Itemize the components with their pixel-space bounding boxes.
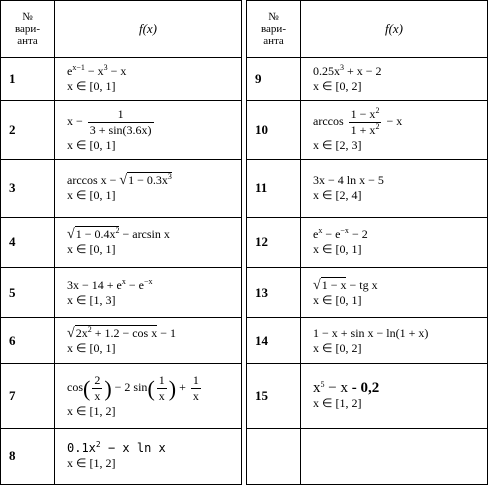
function-cell <box>301 217 488 267</box>
function-expression: $e^x - e^{-x} - 2$ <box>313 226 368 242</box>
table-row <box>247 217 488 267</box>
variant-number: 12 <box>247 217 301 267</box>
variant-number: 14 <box>247 318 301 364</box>
table-row <box>247 101 488 159</box>
function-cell <box>55 364 242 428</box>
function-domain: x ∈ [0, 1] <box>67 242 116 257</box>
variants-table-right <box>246 0 488 485</box>
function-expression: 1 − x + sin x − ln(1 + x) <box>313 325 429 340</box>
function-domain: x ∈ [1, 2] <box>67 456 116 471</box>
function-expression: cos( $\frac{2}{x}$ ) − 2 sin( $\frac{1}{x}$ ) + $\frac{1}{x}$ <box>67 373 199 404</box>
table-row <box>1 364 242 428</box>
function-domain: x ∈ [1, 2] <box>313 396 362 411</box>
function-domain: x ∈ [0, 1] <box>67 138 116 153</box>
table-header-row <box>247 1 488 58</box>
function-domain: x ∈ [0, 1] <box>313 242 362 257</box>
variant-number: 11 <box>247 159 301 217</box>
function-expression: arccos $\frac{1 - x^2}{1 + x^2}$ − x <box>313 106 403 138</box>
empty-cell <box>247 428 301 484</box>
function-cell <box>301 364 488 428</box>
function-header: f(x) <box>301 1 488 58</box>
variant-number: 6 <box>1 318 55 364</box>
table-row <box>1 428 242 484</box>
function-expression: $0.25x^3 + x - 2$ <box>313 63 382 79</box>
function-expression: $0.1x^2 - x$ ln x <box>67 440 166 456</box>
variant-number-header <box>247 1 301 58</box>
function-expression: √1 − x − tg x <box>313 277 378 293</box>
function-domain: x ∈ [0, 2] <box>313 340 362 355</box>
function-cell <box>55 159 242 217</box>
variant-number: 8 <box>1 428 55 484</box>
function-cell <box>301 159 488 217</box>
table-row <box>1 159 242 217</box>
function-cell <box>55 318 242 364</box>
function-cell <box>301 101 488 159</box>
variant-number-header <box>1 1 55 58</box>
function-cell <box>301 58 488 101</box>
function-domain: x ∈ [1, 3] <box>67 292 116 307</box>
function-domain: x ∈ [0, 1] <box>67 340 116 355</box>
table-row <box>247 58 488 101</box>
table-row <box>1 268 242 318</box>
variant-number: 1 <box>1 58 55 101</box>
function-expression: $3x - 14 + e^x - e^{-x}$ <box>67 276 153 292</box>
function-cell <box>301 268 488 318</box>
variant-number: 9 <box>247 58 301 101</box>
header-num-word1: вари- <box>261 23 286 36</box>
table-row <box>247 364 488 428</box>
variant-number: 5 <box>1 268 55 318</box>
header-num-sign: № <box>268 11 279 24</box>
function-domain: x ∈ [0, 2] <box>313 79 362 94</box>
function-expression: $e^{x-1} - x^3 - x$ <box>67 63 127 79</box>
function-cell <box>55 217 242 267</box>
table-row <box>247 268 488 318</box>
function-expression: $x^5 - x - 0,2$ <box>313 380 380 397</box>
function-expression: $√1 - 0.4x^2 - \arcsin x$ <box>67 226 170 243</box>
function-domain: x ∈ [1, 2] <box>67 404 116 419</box>
table-row <box>1 217 242 267</box>
function-cell <box>55 268 242 318</box>
function-expression: 3x − 4 ln x − 5 <box>313 173 384 188</box>
function-domain: x ∈ [2, 3] <box>313 138 362 153</box>
function-domain: x ∈ [2, 4] <box>313 188 362 203</box>
table-row <box>247 159 488 217</box>
empty-cell <box>301 428 488 484</box>
table-header-row <box>1 1 242 58</box>
variant-number: 4 <box>1 217 55 267</box>
function-expression: $√2x^2 + 1.2 - \cos x - 1$ <box>67 324 176 341</box>
table-row <box>1 318 242 364</box>
function-domain: x ∈ [0, 1] <box>67 79 116 94</box>
variant-number: 3 <box>1 159 55 217</box>
function-expression: x − $\frac{1}{3 + \sin(3.6x)}$ <box>67 107 152 138</box>
header-num-sign: № <box>22 11 33 24</box>
variant-number: 7 <box>1 364 55 428</box>
variant-number: 15 <box>247 364 301 428</box>
function-domain: x ∈ [0, 1] <box>313 292 362 307</box>
function-cell <box>55 428 242 484</box>
header-num-word2: анта <box>17 35 38 48</box>
header-num-word1: вари- <box>15 23 40 36</box>
empty-row <box>247 428 488 484</box>
table-row <box>247 318 488 364</box>
function-cell <box>55 58 242 101</box>
function-cell <box>55 101 242 159</box>
header-num-word2: анта <box>263 35 284 48</box>
variant-number: 10 <box>247 101 301 159</box>
variant-number: 13 <box>247 268 301 318</box>
variant-number: 2 <box>1 101 55 159</box>
function-expression: $\arccos x - √1 - 0.3x^3$ <box>67 172 172 189</box>
table-row <box>1 101 242 159</box>
function-domain: x ∈ [0, 1] <box>67 188 116 203</box>
table-row <box>1 58 242 101</box>
variants-table-left <box>0 0 242 485</box>
function-header: f(x) <box>55 1 242 58</box>
function-cell <box>301 318 488 364</box>
